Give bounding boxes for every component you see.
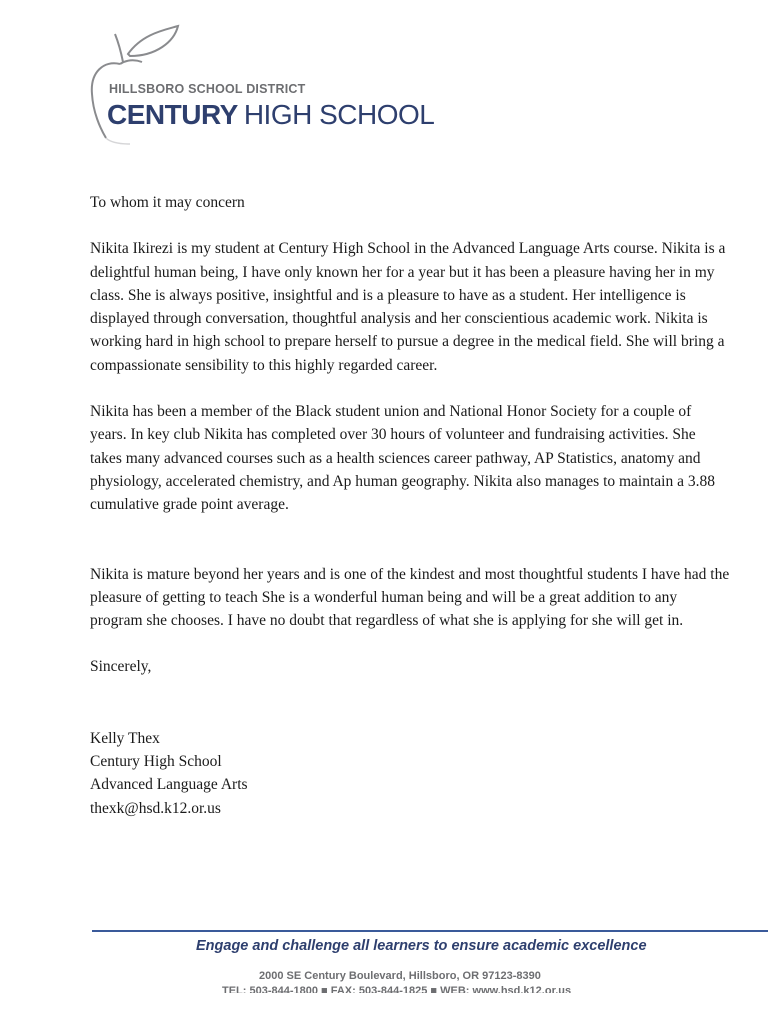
school-name-rest: HIGH SCHOOL bbox=[243, 99, 435, 130]
school-name bbox=[107, 98, 434, 132]
salutation: To whom it may concern bbox=[90, 194, 245, 211]
footer-contacts: TEL: 503-844-1800 ■ FAX: 503-844-1825 ■ WEB: www.hsd.k12.or.us bbox=[222, 985, 572, 993]
paragraph-conclusion: Nikita is mature beyond her years and is one of the kindest and most thoughtful students I have had the pleasure of getting to teach She is a wonderful human being and will be a great addition to any program she chooses. I have no doubt that regardless of what she is applying for she will get in. bbox=[90, 565, 730, 630]
signature-email: thexk@hsd.k12.or.us bbox=[90, 799, 221, 817]
letterhead bbox=[90, 24, 435, 146]
footer-address: 2000 SE Century Boulevard, Hillsboro, OR 97123-8390 bbox=[259, 970, 541, 982]
school-name-bold: CENTURY bbox=[107, 99, 238, 130]
signature-name: Kelly Thex bbox=[90, 729, 160, 747]
paragraph-activities: Nikita has been a member of the Black student union and National Honor Society for a couple of years. In key club Nikita has completed over 30 hours of volunteer and fundraising activities. She takes many advanced courses such as a health sciences career pathway, AP Statistics, anatomy and physiology, accelerated chemistry, and Ap human geography. Nikita also manages to maintain a 3.88 cumulative grade point average. bbox=[90, 403, 715, 514]
district-name: HILLSBORO SCHOOL DISTRICT bbox=[109, 82, 306, 96]
footer-motto: Engage and challenge all learners to ensure academic excellence bbox=[196, 938, 647, 954]
closing: Sincerely, bbox=[90, 658, 152, 676]
letter-body bbox=[90, 191, 730, 820]
signature-department: Advanced Language Arts bbox=[90, 776, 248, 794]
signature-school: Century High School bbox=[90, 753, 222, 771]
paragraph-intro: Nikita Ikirezi is my student at Century High School in the Advanced Language Arts course. Nikita is a delightful human being, I have only known her for a year but it has been a pleasure having her in my class. She is always positive, insightful and is a pleasure to have as a student. Her intelligence is displayed through conversation, thoughtful analysis and her conscientious academic work. Nikita is working hard in high school to prepare herself to pursue a degree in the medical field. She will bring a compassionate sensibility to this highly regarded career. bbox=[90, 240, 726, 374]
signature-block bbox=[90, 727, 730, 820]
footer-divider bbox=[92, 930, 768, 932]
